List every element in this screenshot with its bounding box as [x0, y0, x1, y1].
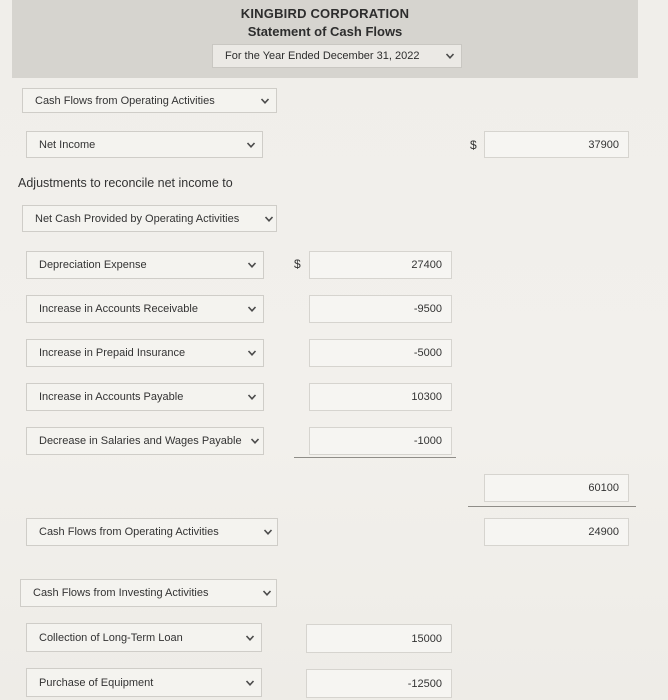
net-operating-dropdown[interactable] [26, 518, 278, 546]
investing-section-label: Cash Flows from Investing Activities [33, 587, 209, 599]
investing-amount: -12500 [407, 677, 442, 690]
net-income-amount-input[interactable] [484, 131, 629, 158]
adjustments-label: Adjustments to reconcile net income to [18, 176, 233, 190]
adjustments-target-dropdown[interactable] [22, 205, 277, 232]
investing-row-label: Purchase of Equipment [39, 676, 154, 689]
chevron-down-icon [250, 436, 260, 446]
total-adjustments-input[interactable] [484, 474, 629, 502]
chevron-down-icon [445, 51, 455, 61]
investing-section-dropdown[interactable] [20, 579, 277, 607]
net-income-currency: $ [470, 138, 477, 152]
total-adjustments-amount: 60100 [588, 482, 619, 494]
adjustment-row-label: Depreciation Expense [39, 259, 147, 271]
chevron-down-icon [263, 527, 273, 537]
adjustment-row-label: Increase in Accounts Receivable [39, 303, 198, 315]
period-dropdown-label: For the Year Ended December 31, 2022 [225, 50, 420, 62]
net-operating-amount: 24900 [588, 526, 619, 538]
chevron-down-icon [245, 678, 255, 688]
adjustment-amount: 27400 [411, 259, 442, 271]
adjustment-row-label: Decrease in Salaries and Wages Payable [39, 435, 242, 447]
adjustment-row-dropdown[interactable] [26, 295, 264, 323]
investing-amount-input[interactable] [306, 624, 452, 653]
chevron-down-icon [247, 392, 257, 402]
adjustment-amount: -5000 [413, 347, 442, 359]
net-operating-amount-input[interactable] [484, 518, 629, 546]
chevron-down-icon [245, 633, 255, 643]
investing-amount: 15000 [411, 632, 442, 645]
adjustment-amount-input[interactable] [309, 251, 452, 279]
adjustment-row-label: Increase in Accounts Payable [39, 391, 184, 403]
chevron-down-icon [247, 260, 257, 270]
period-dropdown[interactable] [212, 44, 462, 68]
adjustment-amount-input[interactable] [309, 339, 452, 367]
chevron-down-icon [247, 348, 257, 358]
adjustment-row-label: Increase in Prepaid Insurance [39, 347, 186, 359]
chevron-down-icon [262, 588, 272, 598]
net-income-amount: 37900 [588, 138, 619, 151]
adjustment-amount: -9500 [413, 303, 442, 315]
depreciation-currency: $ [294, 257, 301, 271]
adjustment-row-dropdown[interactable] [26, 427, 264, 455]
adjustment-amount-input[interactable] [309, 383, 452, 411]
chevron-down-icon [247, 304, 257, 314]
investing-row-label: Collection of Long-Term Loan [39, 631, 183, 644]
adjustment-amount-input[interactable] [309, 295, 452, 323]
adjustment-amount: -1000 [413, 435, 442, 447]
adjustment-row-dropdown[interactable] [26, 339, 264, 367]
company-name: KINGBIRD CORPORATION [240, 6, 410, 21]
statement-title: Statement of Cash Flows [247, 24, 403, 39]
total-underline [468, 506, 636, 507]
chevron-down-icon [246, 140, 256, 150]
statement-header [12, 0, 638, 78]
adjustment-amount: 10300 [411, 391, 442, 403]
chevron-down-icon [260, 96, 270, 106]
net-income-dropdown[interactable] [26, 131, 263, 158]
investing-row-dropdown[interactable] [26, 623, 262, 652]
investing-amount-input[interactable] [306, 669, 452, 698]
chevron-down-icon [264, 214, 274, 224]
operating-section-label: Cash Flows from Operating Activities [35, 94, 215, 107]
investing-row-dropdown[interactable] [26, 668, 262, 697]
subtotal-underline [294, 457, 456, 458]
operating-section-dropdown[interactable] [22, 88, 277, 113]
net-operating-label: Cash Flows from Operating Activities [39, 526, 219, 538]
adjustment-amount-input[interactable] [309, 427, 452, 455]
adjustments-target-label: Net Cash Provided by Operating Activities [35, 212, 240, 225]
net-income-label: Net Income [39, 138, 96, 151]
adjustment-row-dropdown[interactable] [26, 383, 264, 411]
adjustment-row-dropdown[interactable] [26, 251, 264, 279]
